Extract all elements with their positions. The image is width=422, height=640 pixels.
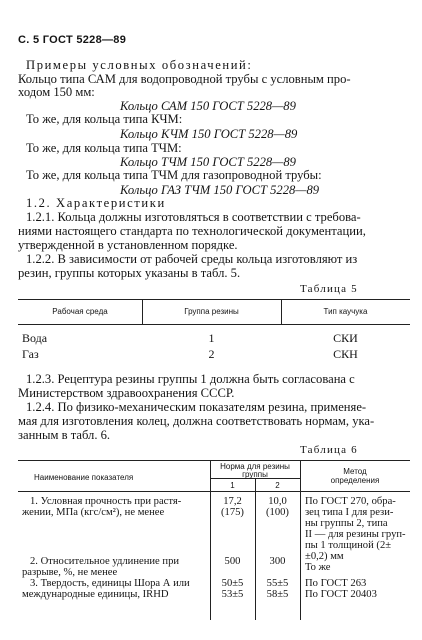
examples-heading: Примеры условных обозначений: [26,58,253,72]
table6-cell-method: зец типа I для рези- [305,507,394,518]
example-line: Кольцо типа САМ для водопроводной трубы с условным про- [18,72,351,86]
table6-header-name: Наименование показателя [34,473,134,482]
table6-cell-g1: 50±5 [221,578,244,589]
table5-header-rule [18,324,410,325]
table6-cell-method: пы 1 толщиной (2± [305,540,392,551]
table6-cell-g1: 500 [224,556,241,567]
paragraph-line: 1.2.2. В зависимости от рабочей среды кольца изготовляют из [26,252,358,266]
paragraph-line: 1.2.3. Рецептура резины группы 1 должна быть согласована с [26,372,355,386]
table6-cell-name: 3. Твердость, единицы Шора А или [30,578,190,589]
example-designation: Кольцо ТЧМ 150 ГОСТ 5228—89 [120,155,296,169]
table6-cell-name: 1. Условная прочность при растя- [30,496,182,507]
section-heading: 1.2. Характеристики [26,196,166,210]
example-designation: Кольцо САМ 150 ГОСТ 5228—89 [120,99,296,113]
example-designation: Кольцо КЧМ 150 ГОСТ 5228—89 [120,127,298,141]
paragraph-line: ниями настоящего стандарта по технологической документации, [18,224,366,238]
table5-header-group: Группа резины [184,307,239,316]
example-line: То же, для кольца типа ТЧМ для газопроводной трубы: [26,168,322,182]
paragraph-line: Министерством здравоохранения СССР. [18,386,235,400]
table6-cell-name: международные единицы, IRHD [22,589,169,600]
table6-header-rule [18,491,410,492]
table6-top-rule [18,460,410,461]
table6-cell-name: разрыве, %, не менее [22,567,118,578]
table6-cell-method: По ГОСТ 263 [305,578,367,589]
table6-header-method: Метод [343,467,367,476]
paragraph-line: резин, группы которых указаны в табл. 5. [18,266,241,280]
table5-cell: Вода [22,331,48,345]
table5-cell: 2 [208,347,215,361]
table6-header-method: определения [330,476,380,485]
table6-cell-name: 2. Относительное удлинение при [30,556,180,567]
paragraph-line: 1.2.4. По физико-механическим показателям резина, применяе- [26,400,367,414]
table6-cell-method: То же [305,562,331,573]
table5-top-rule [18,299,410,300]
table6-cell-g2: 58±5 [266,589,289,600]
paragraph-line: занным в табл. 6. [18,428,111,442]
table6-header-norm: Норма для резины [220,462,290,471]
table5-header-rubber: Тип каучука [323,307,368,316]
table6-header-group1: 1 [230,481,235,490]
table5-cell: Газ [22,347,39,361]
page-header: С. 5 ГОСТ 5228—89 [18,34,127,46]
paragraph-line: 1.2.1. Кольца должны изготовляться в соответствии с требова- [26,210,361,224]
paragraph-line: мая для изготовления колец, должна соответствовать нормам, ука- [18,414,375,428]
example-line: То же, для кольца типа ТЧМ: [26,141,182,155]
table6-cell-g2: 300 [269,556,286,567]
table6-cell-g2: 10,0 [268,496,287,507]
table6-cell-method: II — для резины груп- [305,529,406,540]
table6-cell-method: ±0,2) мм [305,551,344,562]
table5-header-medium: Рабочая среда [52,307,108,316]
paragraph-line: утвержденной в установленном порядке. [18,238,238,252]
table6-cell-method: ны группы 2, типа [305,518,388,529]
table6-cell-g1: 17,2 [223,496,242,507]
table6-cell-name: жении, МПа (кгс/см²), не менее [22,507,165,518]
table5-cell: СКН [333,347,358,361]
table6-cell-g2: 55±5 [266,578,289,589]
table5-caption: Таблица 5 [300,283,358,295]
table5-cell: 1 [208,331,215,345]
table6-header-norm: группы [242,470,268,479]
table6-cell-g1: (175) [221,507,244,518]
table6-cell-g1: 53±5 [221,589,244,600]
table6-cell-method: По ГОСТ 20403 [305,589,377,600]
table5-cell: СКИ [333,331,358,345]
table6-caption: Таблица 6 [300,444,358,456]
example-line: ходом 150 мм: [18,85,95,99]
example-designation: Кольцо ГАЗ ТЧМ 150 ГОСТ 5228—89 [120,183,320,197]
table6-header-group2: 2 [275,481,280,490]
table6-cell-method: По ГОСТ 270, обра- [305,496,396,507]
table6-cell-g2: (100) [266,507,289,518]
example-line: То же, для кольца типа КЧМ: [26,112,183,126]
